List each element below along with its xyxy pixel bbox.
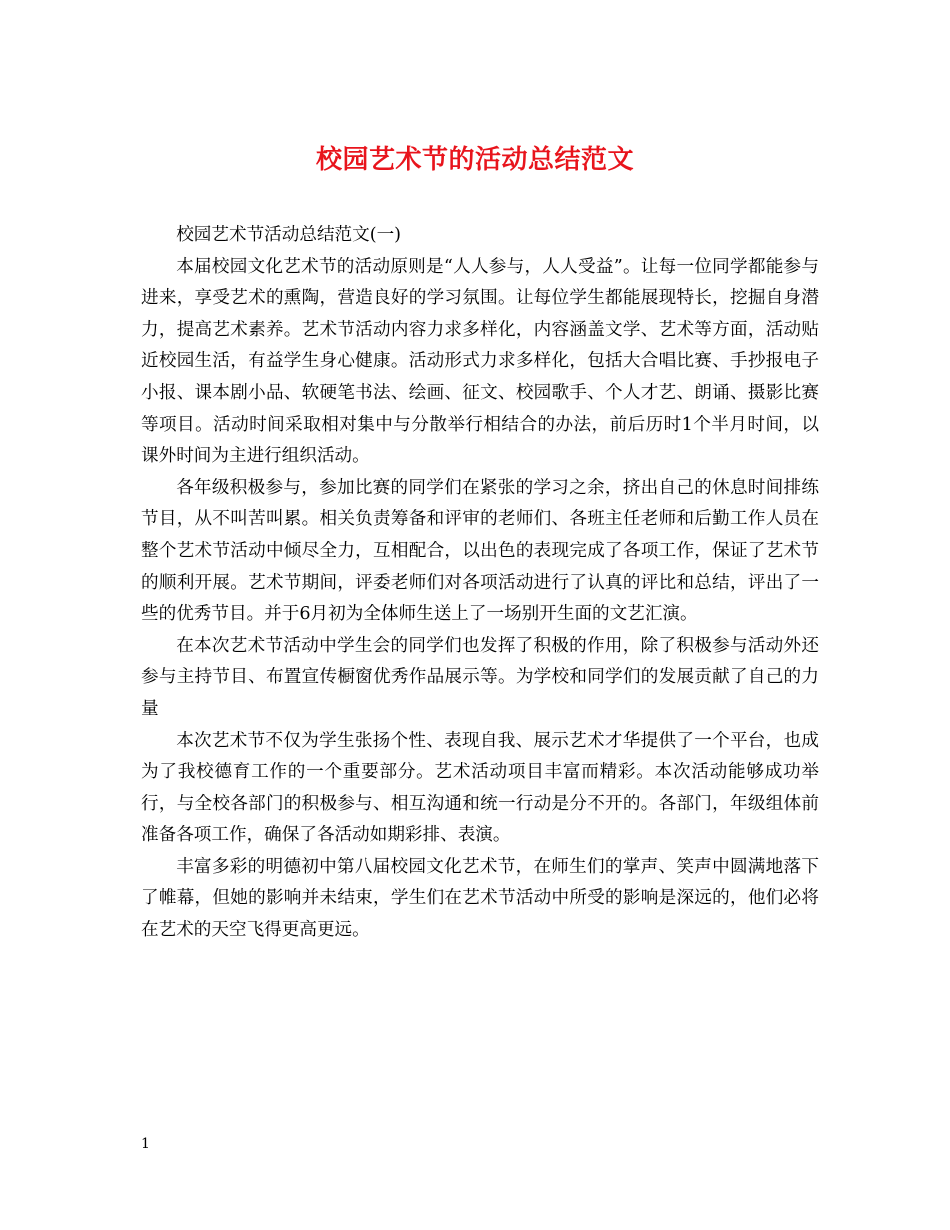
paragraph: 本次艺术节不仅为学生张扬个性、表现自我、展示艺术才华提供了一个平台，也成为了我校德育工作的一个重要部分。艺术活动项目丰富而精彩。本次活动能够成功举行，与全校各部门的积极参与、相互沟通和统一行动是分不开的。各部门，年级组体前准备各项工作，确保了各活动如期彩排、表演。 [141, 730, 819, 846]
page-number: 1 [141, 1136, 150, 1152]
paragraph: 本届校园文化艺术节的活动原则是“人人参与，人人受益”。让每一位同学都能参与进来，享受艺术的熏陶，营造良好的学习氛围。让每位学生都能展现特长，挖掘自身潜力，提高艺术素养。艺术节活动内容力求多样化，内容涵盖文学、艺术等方面，活动贴近校园生活，有益学生身心健康。活动形式力求多样化，包括大合唱比赛、手抄报电子小报、课本剧小品、软硬笔书法、绘画、征文、校园歌手、个人才艺、朗诵、摄影比赛等项目。活动时间采取相对集中与分散举行相结合的办法，前后历时1个半月时间，以课外时间为主进行组织活动。 [141, 256, 819, 467]
paragraph: 丰富多彩的明德初中第八届校园文化艺术节，在师生们的掌声、笑声中圆满地落下了帷幕，但她的影响并未结束，学生们在艺术节活动中所受的影响是深远的，他们必将在艺术的天空飞得更高更远。 [141, 856, 819, 941]
paragraph: 各年级积极参与，参加比赛的同学们在紧张的学习之余，挤出自己的休息时间排练节目，从不叫苦叫累。相关负责筹备和评审的老师们、各班主任老师和后勤工作人员在整个艺术节活动中倾尽全力，互相配合，以出色的表现完成了各项工作，保证了艺术节的顺利开展。艺术节期间，评委老师们对各项活动进行了认真的评比和总结，评出了一些的优秀节目。并于6月初为全体师生送上了一场别开生面的文艺汇演。 [141, 477, 819, 625]
paragraph-subtitle: 校园艺术节活动总结范文(一) [176, 225, 402, 245]
document-title: 校园艺术节的活动总结范文 [315, 145, 634, 175]
document-body [141, 220, 819, 947]
paragraph: 在本次艺术节活动中学生会的同学们也发挥了积极的作用，除了积极参与活动外还参与主持节目、布置宣传橱窗优秀作品展示等。为学校和同学们的发展贡献了自己的力量 [141, 635, 819, 719]
